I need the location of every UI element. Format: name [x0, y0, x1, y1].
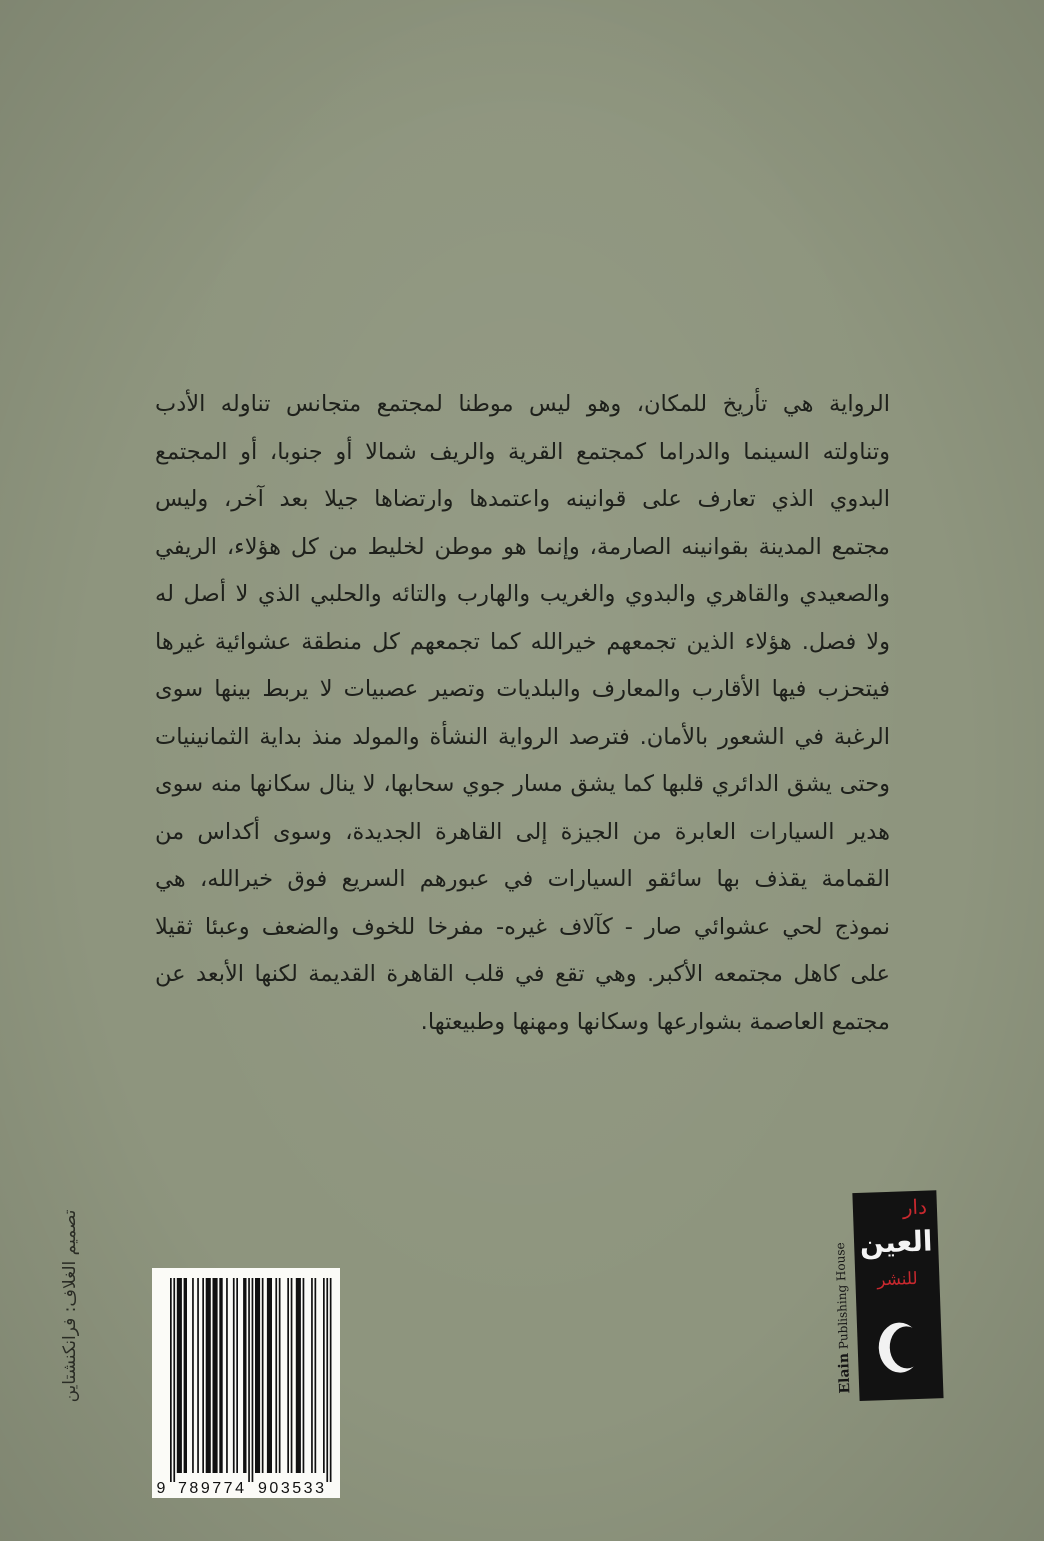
barcode-bar: [267, 1278, 272, 1473]
publisher-ar-name: العين: [859, 1224, 933, 1260]
blurb-line: الرغبة في الشعور بالأمان. فترصد الرواية النشأة والمولد منذ بداية الثمانينيات: [155, 723, 890, 750]
barcode-bar: [213, 1278, 218, 1473]
blurb-line: وتناولته السينما والدراما كمجتمع القرية والريف شمالا أو جنوبا، أو المجتمع: [155, 438, 890, 465]
barcode-bar: [219, 1278, 222, 1473]
barcode-bar: [248, 1278, 250, 1482]
blurb-line: البدوي الذي تعارف على قوانينه واعتمدها وارتضاها جيلا بعد آخر، وليس: [155, 486, 890, 512]
crescent-eye-icon: [874, 1319, 926, 1377]
publisher-logo: [826, 1186, 948, 1408]
barcode-bar: [330, 1278, 332, 1482]
barcode-bar: [233, 1278, 235, 1473]
barcode-bar: [197, 1278, 199, 1473]
barcode-bar: [275, 1278, 277, 1473]
blurb-line: نموذج لحي عشوائي صار - كآلاف غيره- مفرخا للخوف والضعف وعبئا ثقيلا: [155, 913, 890, 940]
barcode-bar: [192, 1278, 194, 1473]
barcode-digits-right: 903533: [258, 1480, 324, 1497]
blurb-line: والصعيدي والقاهري والبدوي والغريب والهارب والتائه والحلبي الذي لا أصل له: [155, 581, 890, 607]
barcode-bar: [184, 1278, 187, 1473]
barcode-bar: [236, 1278, 238, 1473]
blurb-line: على كاهل مجتمعه الأكبر. وهي تقع في قلب القاهرة القديمة لكنها الأبعد عن: [155, 961, 890, 987]
blurb-text: [155, 381, 890, 1046]
blurb-line: القمامة يقذف بها سائقو السيارات في عبورهم السريع فوق خيرالله، هي: [155, 866, 890, 892]
designer-credit-text: تصميم الغلاف: فرانكنشتاين: [60, 1209, 80, 1403]
blurb-line: مجتمع المدينة بقوانينه الصارمة، وإنما هو موطن لخليط من كل هؤلاء، الريفي: [155, 533, 890, 560]
barcode-bar: [279, 1278, 281, 1473]
barcode-bar: [173, 1278, 175, 1482]
barcode-bar: [291, 1278, 293, 1473]
barcode-bar: [177, 1278, 182, 1473]
barcode-digit-first: 9: [156, 1480, 166, 1497]
barcode-digits-left: 789774: [178, 1480, 244, 1497]
barcode-bar: [206, 1278, 211, 1473]
barcode-bar: [262, 1278, 264, 1473]
barcode-bar: [170, 1278, 172, 1482]
barcode-bar: [311, 1278, 313, 1473]
blurb-line: الرواية هي تأريخ للمكان، وهو ليس موطنا لمجتمع متجانس تناوله الأدب: [155, 391, 890, 417]
publisher-english-name: [829, 1205, 856, 1394]
barcode-graphic: [152, 1268, 340, 1498]
barcode-bar: [202, 1278, 204, 1473]
blurb-line: هدير السيارات العابرة من الجيزة إلى القاهرة الجديدة، وسوى أكداس من: [155, 818, 890, 845]
barcode-bar: [315, 1278, 317, 1473]
publisher-ar-bottom: للنشر: [876, 1268, 918, 1291]
barcode-bar: [287, 1278, 289, 1473]
publisher-logo-box: [852, 1190, 943, 1401]
barcode-bar: [323, 1278, 325, 1473]
barcode-bar: [226, 1278, 228, 1473]
publisher-ar-top: دار: [902, 1194, 928, 1220]
blurb-line: وحتى يشق الدائري قلبها كما يشق مسار جوي سحابها، لا ينال سكانها منه سوى: [155, 771, 890, 797]
barcode-bar: [255, 1278, 260, 1473]
barcode-bars: [170, 1278, 332, 1482]
barcode-bar: [252, 1278, 254, 1482]
blurb-line: مجتمع العاصمة بشوارعها وسكانها ومهنها وطبيعتها.: [420, 1008, 890, 1035]
barcode-bar: [326, 1278, 328, 1482]
blurb-line: فيتحزب فيها الأقارب والمعارف والبلديات وتصير عصبيات لا يربط بينها سوى: [155, 676, 890, 702]
barcode: [152, 1268, 340, 1498]
barcode-bar: [243, 1278, 246, 1473]
publisher-english-suffix: Publishing House: [833, 1242, 851, 1350]
barcode-bar: [296, 1278, 301, 1473]
publisher-english-text: [829, 1205, 856, 1394]
barcode-bar: [303, 1278, 305, 1473]
publisher-english-brand: Elain: [835, 1352, 854, 1394]
blurb-line: ولا فصل. هؤلاء الذين تجمعهم خيرالله كما تجمعهم كل منطقة عشوائية غيرها: [155, 628, 890, 655]
designer-credit: [58, 1196, 82, 1416]
